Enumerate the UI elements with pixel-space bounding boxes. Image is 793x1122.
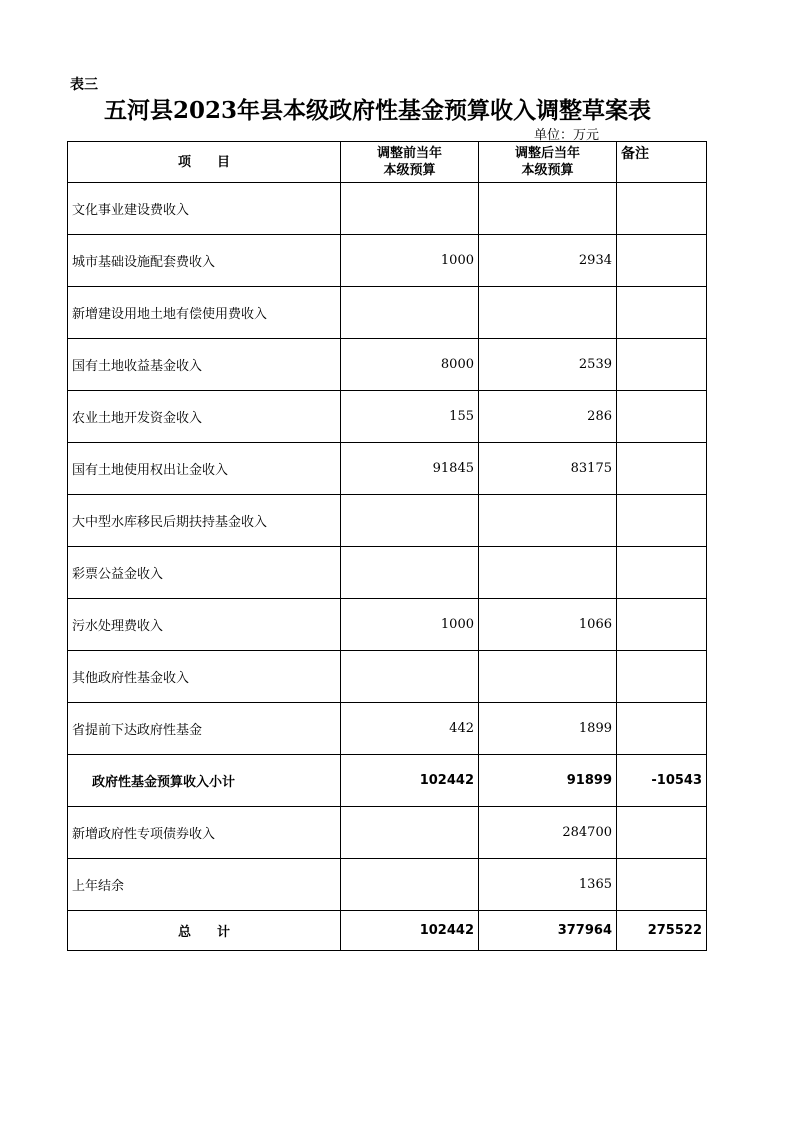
row-note — [617, 651, 707, 703]
row-note — [617, 599, 707, 651]
column-header-after — [479, 142, 617, 183]
row-name: 城市基础设施配套费收入 — [68, 235, 341, 287]
row-note — [617, 443, 707, 495]
row-note — [617, 183, 707, 235]
row-note — [617, 339, 707, 391]
row-note — [617, 391, 707, 443]
table-row — [68, 651, 707, 703]
table-row — [68, 703, 707, 755]
column-header-item: 项 目 — [68, 142, 341, 183]
row-after-value: 83175 — [479, 443, 617, 495]
row-before-value — [341, 183, 479, 235]
row-before-value — [341, 859, 479, 911]
subtotal-before-value: 102442 — [341, 755, 479, 807]
row-name: 新增政府性专项债券收入 — [68, 807, 341, 859]
row-note — [617, 547, 707, 599]
table-row — [68, 599, 707, 651]
row-note — [617, 807, 707, 859]
row-before-value: 8000 — [341, 339, 479, 391]
row-note — [617, 287, 707, 339]
table-row — [68, 807, 707, 859]
row-after-value: 2934 — [479, 235, 617, 287]
row-name: 新增建设用地土地有偿使用费收入 — [68, 287, 341, 339]
page-title: 五河县2023年县本级政府性基金预算收入调整草案表 — [104, 97, 652, 124]
row-name: 国有土地使用权出让金收入 — [68, 443, 341, 495]
row-before-value: 442 — [341, 703, 479, 755]
column-header-note: 备注 — [617, 142, 707, 183]
row-after-value: 1899 — [479, 703, 617, 755]
total-row — [68, 911, 707, 951]
table-row — [68, 287, 707, 339]
table-row — [68, 391, 707, 443]
row-note — [617, 703, 707, 755]
row-after-value — [479, 651, 617, 703]
row-name: 大中型水库移民后期扶持基金收入 — [68, 495, 341, 547]
table-row — [68, 235, 707, 287]
total-after-value: 377964 — [479, 911, 617, 951]
total-name: 总 计 — [68, 911, 341, 951]
subtotal-note: -10543 — [617, 755, 707, 807]
row-after-value — [479, 183, 617, 235]
row-after-value: 284700 — [479, 807, 617, 859]
subtotal-name: 政府性基金预算收入小计 — [68, 755, 341, 807]
row-before-value: 155 — [341, 391, 479, 443]
row-before-value — [341, 807, 479, 859]
column-header-before-line1: 调整前当年 — [376, 146, 442, 161]
row-name: 上年结余 — [68, 859, 341, 911]
table-row — [68, 547, 707, 599]
table-row — [68, 859, 707, 911]
row-name: 农业土地开发资金收入 — [68, 391, 341, 443]
row-after-value — [479, 495, 617, 547]
row-note — [617, 495, 707, 547]
row-name: 其他政府性基金收入 — [68, 651, 341, 703]
table-row — [68, 495, 707, 547]
column-header-before-line2: 本级预算 — [383, 163, 436, 178]
row-note — [617, 859, 707, 911]
table-row — [68, 443, 707, 495]
table-row — [68, 339, 707, 391]
table-header-row — [68, 142, 707, 183]
row-before-value: 1000 — [341, 599, 479, 651]
row-name: 污水处理费收入 — [68, 599, 341, 651]
row-name: 国有土地收益基金收入 — [68, 339, 341, 391]
row-after-value — [479, 287, 617, 339]
budget-table — [67, 141, 707, 951]
unit-label: 单位：万元 — [534, 128, 600, 143]
row-name: 彩票公益金收入 — [68, 547, 341, 599]
total-before-value: 102442 — [341, 911, 479, 951]
row-before-value — [341, 495, 479, 547]
row-after-value: 2539 — [479, 339, 617, 391]
subtotal-row — [68, 755, 707, 807]
row-before-value — [341, 651, 479, 703]
subtotal-after-value: 91899 — [479, 755, 617, 807]
row-before-value: 1000 — [341, 235, 479, 287]
column-header-after-line2: 本级预算 — [521, 163, 574, 178]
table-row — [68, 183, 707, 235]
total-note: 275522 — [617, 911, 707, 951]
row-after-value: 1066 — [479, 599, 617, 651]
row-after-value — [479, 547, 617, 599]
row-name: 省提前下达政府性基金 — [68, 703, 341, 755]
row-before-value: 91845 — [341, 443, 479, 495]
row-name: 文化事业建设费收入 — [68, 183, 341, 235]
row-after-value: 1365 — [479, 859, 617, 911]
row-after-value: 286 — [479, 391, 617, 443]
table-label: 表三 — [70, 77, 98, 93]
row-before-value — [341, 547, 479, 599]
row-note — [617, 235, 707, 287]
column-header-before — [341, 142, 479, 183]
row-before-value — [341, 287, 479, 339]
column-header-after-line1: 调整后当年 — [514, 146, 580, 161]
